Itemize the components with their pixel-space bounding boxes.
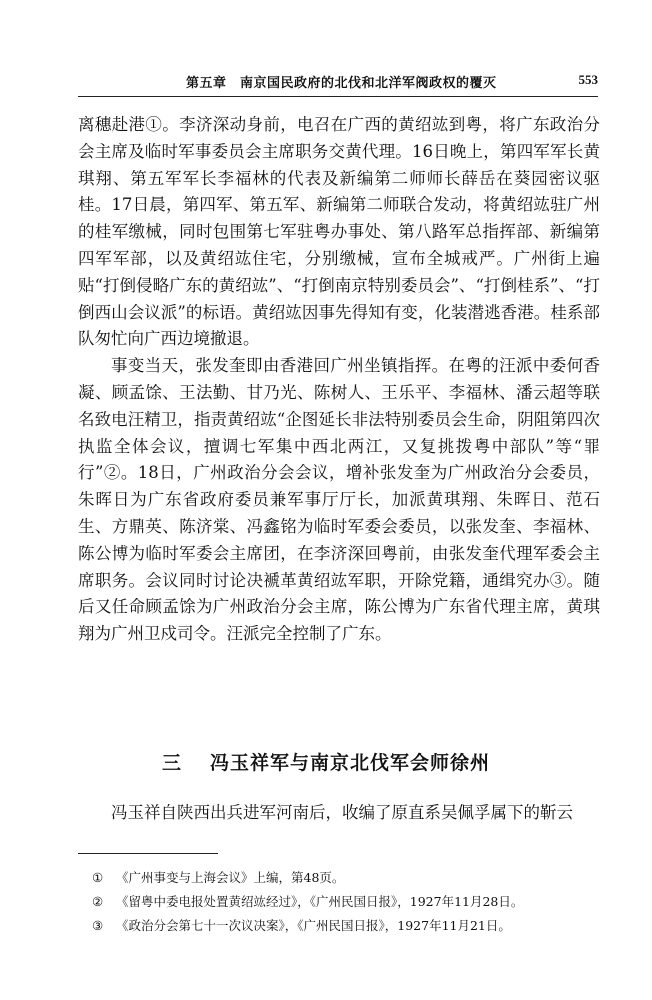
main-text bbox=[78, 112, 600, 648]
paragraph-3: 冯玉祥自陕西出兵进军河南后，收编了原直系吴佩孚属下的靳云 bbox=[111, 803, 573, 822]
running-header bbox=[78, 70, 598, 92]
chapter-title: 第五章 南京国民政府的北伐和北洋军阀政权的覆灭 bbox=[186, 76, 497, 91]
footnote-text: 《政治分会第七十一次议决案》，《广州民国日报》，1927年11月21日。 bbox=[116, 918, 511, 933]
footnote-mark: ② bbox=[92, 894, 104, 909]
footnote-3 bbox=[92, 914, 592, 938]
page-number: 553 bbox=[578, 72, 598, 87]
footnote-text: 《留粤中委电报处置黄绍竑经过》，《广州民国日报》，1927年11月28日。 bbox=[116, 894, 524, 909]
paragraph-1: 离穗赴港①。李济深动身前，电召在广西的黄绍竑到粤，将广东政治分会主席及临时军事委员会主席职务交黄代理。16日晚上，第四军军长黄琪翔、第五军军长李福林的代表及新编第二师师长薛岳在葵园密议驱桂。17日晨，第四军、第五军、新编第二师联合发动，将黄绍竑驻广州的桂军缴械，同时包围第七军驻粤办事处、第八路军总指挥部、新编第四军军部，以及黄绍竑住宅，分别缴械，宣布全城戒严。广州街上遍贴“打倒侵略广东的黄绍竑”、“打倒南京特别委员会”、“打倒桂系”、“打倒西山会议派”的标语。黄绍竑因事先得知有变，化装潜逃香港。桂系部队匆忙向广西边境撤退。 bbox=[78, 115, 600, 349]
section-heading bbox=[0, 748, 652, 775]
footnotes bbox=[92, 866, 592, 938]
footnote-1 bbox=[92, 866, 592, 890]
section-title-text: 冯玉祥军与南京北伐军会师徐州 bbox=[210, 752, 491, 774]
section-number: 三 bbox=[161, 752, 182, 774]
footnote-2 bbox=[92, 890, 592, 914]
footnote-mark: ① bbox=[92, 870, 104, 885]
footnote-mark: ③ bbox=[92, 918, 104, 933]
paragraph-2: 事变当天，张发奎即由香港回广州坐镇指挥。在粤的汪派中委何香凝、顾孟馀、王法勤、甘乃光、陈树人、王乐平、李福林、潘云超等联名致电汪精卫，指责黄绍竑“企图延长非法特别委员会生命，阴阻第四次执监全体会议，擅调七军集中西北两江，又复挑拨粤中部队”等“罪行”②。18日，广州政治分会会议，增补张发奎为广州政治分会委员，朱晖日为广东省政府委员兼军事厅厅长，加派黄琪翔、朱晖日、范石生、方鼎英、陈济棠、冯鑫铭为临时军委会委员，以张发奎、李福林、陈公博为临时军委会主席团，在李济深回粤前，由张发奎代理军委会主席职务。会议同时讨论决褫革黄绍竑军职，开除党籍，通缉究办③。随后又任命顾孟馀为广州政治分会主席，陈公博为广东省代理主席，黄琪翔为广州卫戍司令。汪派完全控制了广东。 bbox=[78, 356, 600, 644]
footnote-rule bbox=[78, 853, 218, 854]
footnote-text: 《广州事变与上海会议》上编，第48页。 bbox=[116, 870, 345, 885]
header-rule bbox=[78, 96, 598, 97]
